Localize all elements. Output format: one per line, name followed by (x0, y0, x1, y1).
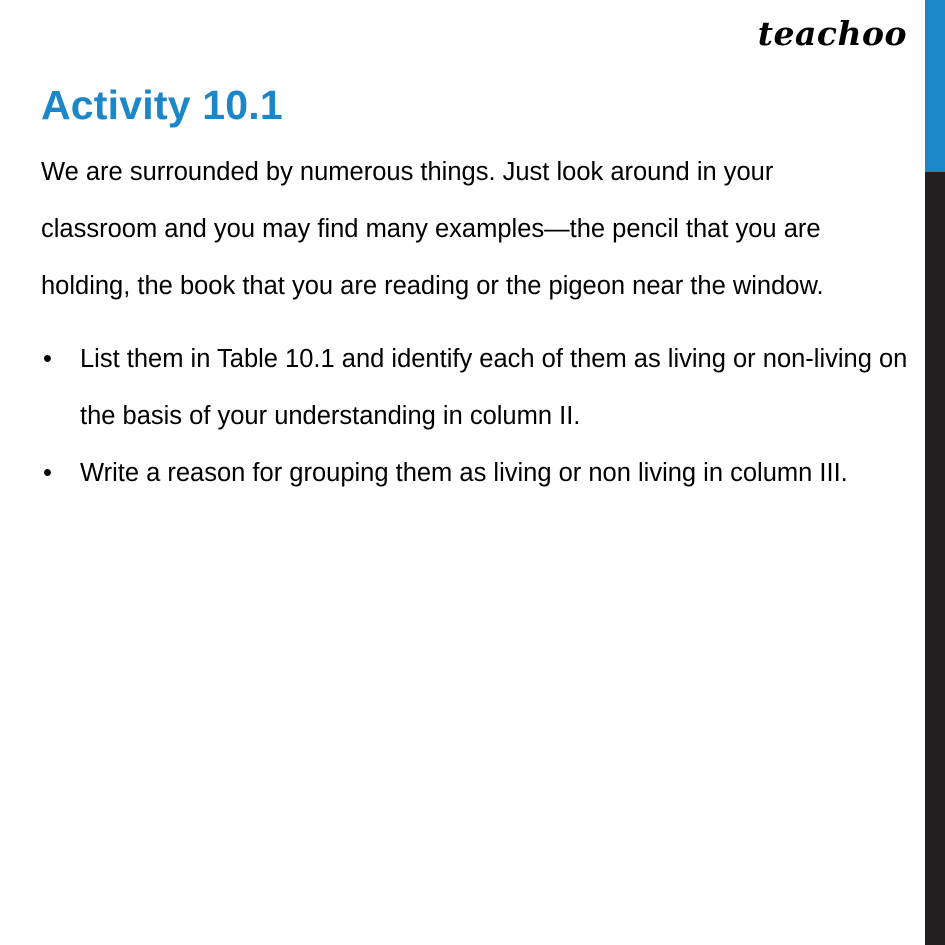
right-edge-white-gap (919, 172, 925, 945)
slide-content (41, 144, 908, 502)
list-item (41, 331, 910, 445)
list-item-text: Write a reason for grouping them as living or non living in column III. (80, 459, 848, 487)
right-edge-dark-bar (925, 172, 945, 945)
instruction-list (41, 331, 908, 502)
list-item-text: List them in Table 10.1 and identify each of them as living or non-living on the basis of your understanding in column II. (80, 345, 908, 430)
teachoo-logo: teachoo (757, 14, 907, 53)
page-title: Activity 10.1 (41, 82, 283, 129)
list-item (41, 445, 910, 502)
bullet-dot-icon: • (43, 459, 52, 487)
bullet-dot-icon: • (43, 345, 52, 373)
right-edge-blue-bar (925, 0, 945, 172)
intro-paragraph: We are surrounded by numerous things. Just look around in your classroom and you may find many examples—the pencil that you are holding, the book that you are reading or the pigeon near the window. (41, 158, 824, 300)
